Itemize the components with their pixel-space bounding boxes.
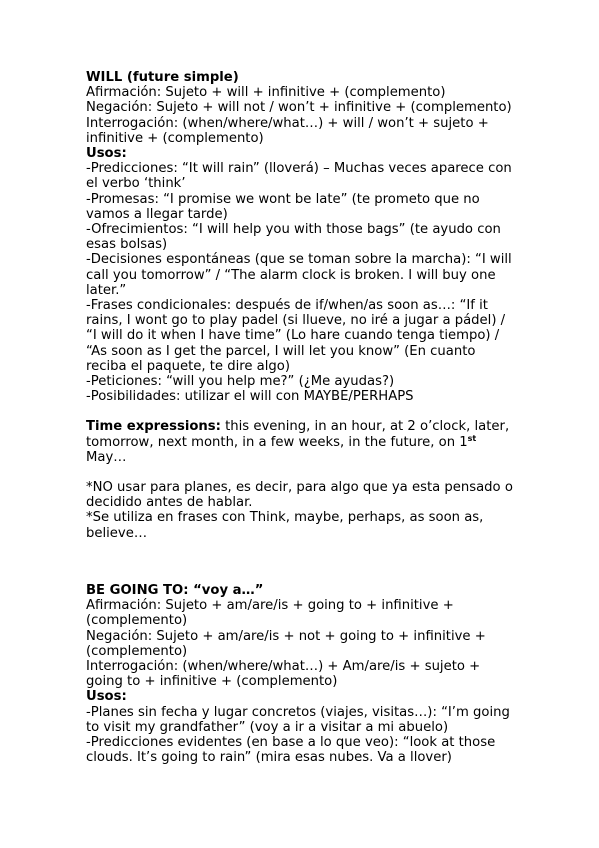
note-line: believe… [86,525,148,541]
will-uso-line: reciba el paquete, te dire algo) [86,358,291,374]
going-to-line: (complemento) [86,613,188,629]
going-to-title: BE GOING TO: “voy a…” [86,582,264,598]
will-uso-line: “I will do it when I have time” (Lo hare cuando tenga tiempo) / [86,328,500,344]
going-to-line: Negación: Sujeto + am/are/is + not + going to + infinitive + [86,628,486,644]
note-line: decidido antes de hablar. [86,495,253,511]
will-negation-line: Negación: Sujeto + will not / won’t + infinitive + (complemento) [86,100,512,116]
going-to-line: Interrogación: (when/where/what…) + Am/are/is + sujeto + [86,658,481,674]
spacer [86,404,526,419]
going-to-uso-line: -Planes sin fecha y lugar concretos (viajes, visitas…): “I’m going [86,704,510,720]
going-to-line: Afirmación: Sujeto + am/are/is + going to + infinitive + [86,598,454,614]
document-content [86,70,526,765]
going-to-uso-line: to visit my grandfather” (voy a ir a visitar a mi abuelo) [86,719,449,735]
will-uso-line: “As soon as I get the parcel, I will let you know” (En cuanto [86,343,476,359]
time-expressions-text: this evening, in an hour, at 2 o’clock, later, [220,419,510,435]
spacer [86,541,526,583]
will-interrogation-line-cont: infinitive + (complemento) [86,130,264,146]
going-to-usos-heading: Usos: [86,689,127,705]
will-uso-line: -Predicciones: “It will rain” (lloverá) – Muchas veces aparece con [86,161,512,177]
time-expressions-text: tomorrow, next month, in a few weeks, in the future, on 1 [86,434,468,450]
going-to-uso-line: -Predicciones evidentes (en base a lo que veo): “look at those [86,734,496,750]
going-to-line: (complemento) [86,643,188,659]
going-to-section [86,583,526,765]
time-expressions-line [86,419,526,434]
will-uso-line: -Frases condicionales: después de if/when/as soon as…: “If it [86,298,488,314]
time-expressions-line: May… [86,449,127,465]
will-uso-line: -Peticiones: “will you help me?” (¿Me ayudas?) [86,374,395,390]
will-uso-line: vamos a llegar tarde) [86,206,228,222]
will-uso-line: -Posibilidades: utilizar el will con MAYBE/PERHAPS [86,389,414,405]
spacer [86,465,526,480]
ordinal-superscript: st [467,433,477,443]
will-section [86,70,526,404]
will-affirmation-line: Afirmación: Sujeto + will + infinitive + (complemento) [86,85,446,101]
will-interrogation-line: Interrogación: (when/where/what…) + will / won’t + sujeto + [86,115,489,131]
will-uso-line: -Decisiones espontáneas (que se toman sobre la marcha): “I will [86,252,512,268]
will-uso-line: el verbo ‘think’ [86,176,186,192]
going-to-line: going to + infinitive + (complemento) [86,674,338,690]
time-expressions-line [86,435,526,450]
will-uso-line: esas bolsas) [86,237,168,253]
note-line: *NO usar para planes, es decir, para algo que ya esta pensado o [86,480,513,496]
will-title: WILL (future simple) [86,70,239,85]
will-uso-line: rains, I wont go to play padel (si llueve, no iré a jugar a pádel) / [86,313,506,329]
will-uso-line: later.” [86,282,127,298]
going-to-uso-line: clouds. It’s going to rain” (mira esas nubes. Va a llover) [86,750,452,766]
time-expressions-section [86,419,526,465]
note-line: *Se utiliza en frases con Think, maybe, perhaps, as soon as, [86,510,484,526]
will-uso-line: -Promesas: “I promise we wont be late” (te prometo que no [86,191,480,207]
will-uso-line: -Ofrecimientos: “I will help you with those bags” (te ayudo con [86,222,501,238]
notes-section [86,480,526,541]
will-uso-line: call you tomorrow” / “The alarm clock is broken. I will buy one [86,267,496,283]
time-expressions-label: Time expressions: [86,419,221,435]
will-usos-heading: Usos: [86,146,127,162]
